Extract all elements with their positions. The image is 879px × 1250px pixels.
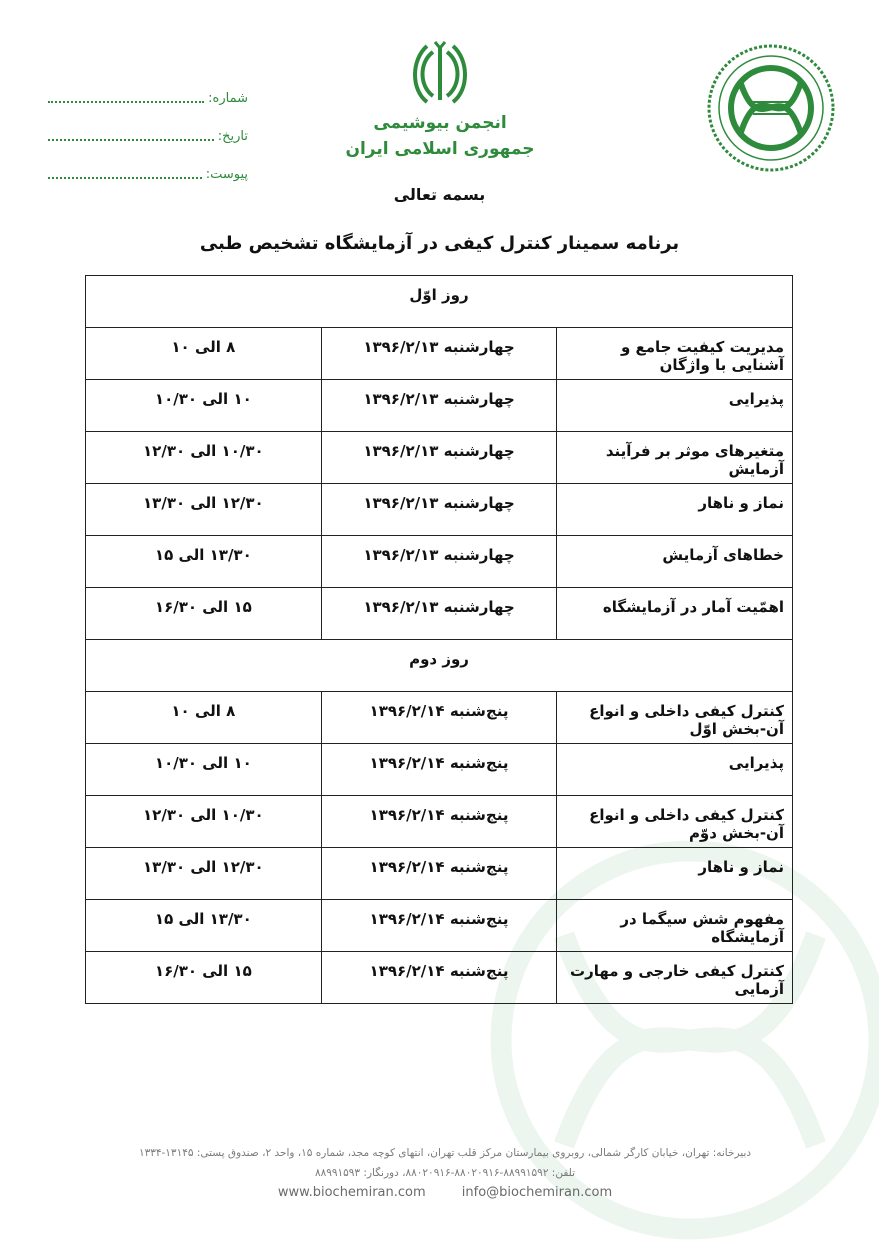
session-date: چهارشنبه ۱۳۹۶/۲/۱۳ bbox=[321, 380, 557, 432]
table-row bbox=[86, 848, 793, 900]
session-time: ۱۲/۳۰ الی ۱۳/۳۰ bbox=[86, 484, 322, 536]
session-title: خطاهای آزمایش bbox=[557, 536, 793, 588]
organization-name-line2: جمهوری اسلامی ایران bbox=[345, 139, 535, 159]
session-title: متغیرهای موثر بر فرآیند آزمایش bbox=[557, 432, 793, 484]
letter-reference-fields bbox=[48, 68, 248, 182]
seminar-schedule-table bbox=[85, 275, 793, 1004]
session-time: ۱۰ الی ۱۰/۳۰ bbox=[86, 380, 322, 432]
table-row bbox=[86, 536, 793, 588]
table-row bbox=[86, 588, 793, 640]
date-label: تاریخ: bbox=[217, 129, 248, 144]
footer-phones: تلفن: ۸۸۹۹۱۵۹۲-۸۸۰۲۰۹۱۶-۸۸۰۲۰۹۱۶، دورنگار: ۸۸۹۹۱۵۹۳ bbox=[314, 1167, 576, 1179]
footer-website-link[interactable]: www.biochemiran.com bbox=[277, 1185, 426, 1200]
attachment-label: پیوست: bbox=[205, 167, 248, 182]
session-date: چهارشنبه ۱۳۹۶/۲/۱۳ bbox=[321, 484, 557, 536]
session-title: اهمّیت آمار در آزمایشگاه bbox=[557, 588, 793, 640]
day-label: روز دوم bbox=[86, 640, 793, 692]
iran-emblem-icon bbox=[409, 40, 471, 108]
table-row bbox=[86, 952, 793, 1004]
session-date: پنج‌شنبه ۱۳۹۶/۲/۱۴ bbox=[321, 692, 557, 744]
date-field bbox=[48, 106, 248, 144]
number-field bbox=[48, 68, 248, 106]
table-row bbox=[86, 380, 793, 432]
session-date: پنج‌شنبه ۱۳۹۶/۲/۱۴ bbox=[321, 848, 557, 900]
session-time: ۱۳/۳۰ الی ۱۵ bbox=[86, 900, 322, 952]
session-date: چهارشنبه ۱۳۹۶/۲/۱۳ bbox=[321, 328, 557, 380]
session-time: ۸ الی ۱۰ bbox=[86, 328, 322, 380]
day-label: روز اوّل bbox=[86, 276, 793, 328]
footer-email-link[interactable]: info@biochemiran.com bbox=[461, 1185, 613, 1200]
session-title: مدیریت کیفیت جامع و آشنایی با واژگان bbox=[557, 328, 793, 380]
table-row bbox=[86, 796, 793, 848]
session-title: پذیرایی bbox=[557, 380, 793, 432]
session-title: نماز و ناهار bbox=[557, 848, 793, 900]
organization-name bbox=[330, 110, 550, 162]
session-date: چهارشنبه ۱۳۹۶/۲/۱۳ bbox=[321, 588, 557, 640]
attachment-dotted-line bbox=[48, 177, 202, 179]
session-time: ۱۵ الی ۱۶/۳۰ bbox=[86, 952, 322, 1004]
session-time: ۸ الی ۱۰ bbox=[86, 692, 322, 744]
session-time: ۱۵ الی ۱۶/۳۰ bbox=[86, 588, 322, 640]
society-seal-logo bbox=[705, 42, 837, 174]
attachment-field bbox=[48, 144, 248, 182]
footer-address: دبیرخانه: تهران، خیابان کارگر شمالی، روبروی بیمارستان مرکز قلب تهران، انتهای کوچه مجد، شماره ۱۵، واحد ۲، صندوق پستی: ۱۳۱۴۵-۱۳۳۴ bbox=[138, 1147, 752, 1159]
session-title: کنترل کیفی خارجی و مهارت آزمایی bbox=[557, 952, 793, 1004]
session-date: پنج‌شنبه ۱۳۹۶/۲/۱۴ bbox=[321, 744, 557, 796]
session-title: کنترل کیفی داخلی و انواع آن-بخش اوّل bbox=[557, 692, 793, 744]
number-dotted-line bbox=[48, 101, 204, 103]
day-header-row bbox=[86, 276, 793, 328]
session-time: ۱۰/۳۰ الی ۱۲/۳۰ bbox=[86, 432, 322, 484]
session-time: ۱۳/۳۰ الی ۱۵ bbox=[86, 536, 322, 588]
session-title: کنترل کیفی داخلی و انواع آن-بخش دوّم bbox=[557, 796, 793, 848]
organization-name-line1: انجمن بیوشیمی bbox=[373, 113, 507, 133]
session-time: ۱۰ الی ۱۰/۳۰ bbox=[86, 744, 322, 796]
session-time: ۱۲/۳۰ الی ۱۳/۳۰ bbox=[86, 848, 322, 900]
basmala-heading: بسمه تعالی bbox=[393, 185, 486, 204]
session-title: پذیرایی bbox=[557, 744, 793, 796]
date-dotted-line bbox=[48, 139, 214, 141]
session-date: پنج‌شنبه ۱۳۹۶/۲/۱۴ bbox=[321, 952, 557, 1004]
table-row bbox=[86, 432, 793, 484]
footer-web-contacts bbox=[60, 1183, 830, 1203]
session-title: نماز و ناهار bbox=[557, 484, 793, 536]
session-date: چهارشنبه ۱۳۹۶/۲/۱۳ bbox=[321, 536, 557, 588]
table-row bbox=[86, 484, 793, 536]
session-title: مفهوم شش سیگما در آزمایشگاه bbox=[557, 900, 793, 952]
session-date: چهارشنبه ۱۳۹۶/۲/۱۳ bbox=[321, 432, 557, 484]
table-row bbox=[86, 328, 793, 380]
session-date: پنج‌شنبه ۱۳۹۶/۲/۱۴ bbox=[321, 796, 557, 848]
letter-footer bbox=[60, 1143, 830, 1203]
page-title: برنامه سمینار کنترل کیفی در آزمایشگاه تشخیص طبی bbox=[199, 233, 680, 254]
number-label: شماره: bbox=[208, 91, 248, 106]
table-row bbox=[86, 900, 793, 952]
session-date: پنج‌شنبه ۱۳۹۶/۲/۱۴ bbox=[321, 900, 557, 952]
session-time: ۱۰/۳۰ الی ۱۲/۳۰ bbox=[86, 796, 322, 848]
table-row bbox=[86, 744, 793, 796]
table-row bbox=[86, 692, 793, 744]
day-header-row bbox=[86, 640, 793, 692]
